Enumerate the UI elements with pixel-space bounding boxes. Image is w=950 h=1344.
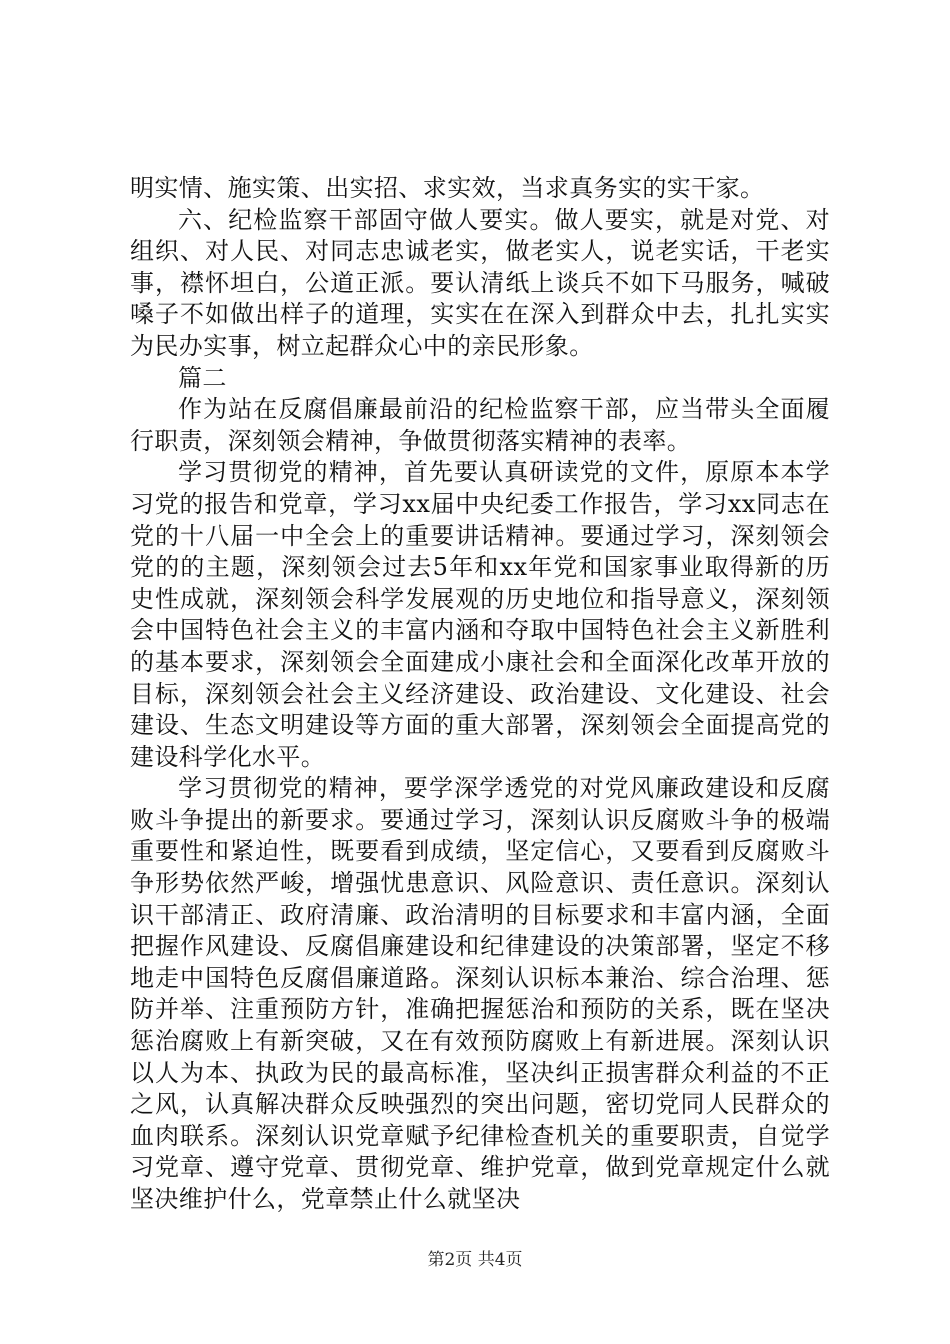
paragraph-continuation: 明实情、施实策、出实招、求实效，当求真务实的实干家。 xyxy=(130,174,765,202)
paragraph-section-six: 六、纪检监察干部固守做人要实。做人要实，就是对党、对组织、对人民、对同志忠诚老实，做老实人，说老实话，干老实事，襟怀坦白，公道正派。要认清纸上谈兵不如下马服务，喊破嗓子不如做出样子的道理，实实在在深入到群众中去，扎扎实实为民办实事，树立起群众心中的亲民形象。 xyxy=(130,205,830,360)
document-body xyxy=(130,173,830,1216)
paragraph-intro: 作为站在反腐倡廉最前沿的纪检监察干部，应当带头全面履行职责，深刻领会精神，争做贯彻落实精神的表率。 xyxy=(130,395,830,455)
section-heading-part-two: 篇二 xyxy=(178,363,227,392)
paragraph-anti-corruption: 学习贯彻党的精神，要学深学透党的对党风廉政建设和反腐败斗争提出的新要求。要通过学习，深刻认识反腐败斗争的极端重要性和紧迫性，既要看到成绩，坚定信心，又要看到反腐败斗争形势依然严峻，增强忧患意识、风险意识、责任意识。深刻认识干部清正、政府清廉、政治清明的目标要求和丰富内涵，全面把握作风建设、反腐倡廉建设和纪律建设的决策部署，坚定不移地走中国特色反腐倡廉道路。深刻认识标本兼治、综合治理、惩防并举、注重预防方针，准确把握惩治和预防的关系，既在坚决惩治腐败上有新突破，又在有效预防腐败上有新进展。深刻认识以人为本、执政为民的最高标准，坚决纠正损害群众利益的不正之风，认真解决群众反映强烈的突出问题，密切党同人民群众的血肉联系。深刻认识党章赋予纪律检查机关的重要职责，自觉学习党章、遵守党章、贯彻党章、维护党章，做到党章规定什么就坚决维护什么，党章禁止什么就坚决 xyxy=(130,774,830,1213)
paragraph-study-documents: 学习贯彻党的精神，首先要认真研读党的文件，原原本本学习党的报告和党章，学习xx届中央纪委工作报告，学习xx同志在党的十八届一中全会上的重要讲话精神。要通过学习，深刻领会党的的主题，深刻领会过去5年和xx年党和国家事业取得新的历史性成就，深刻领会科学发展观的历史地位和指导意义，深刻领会中国特色社会主义的丰富内涵和夺取中国特色社会主义新胜利的基本要求，深刻领会全面建成小康社会和全面深化改革开放的目标，深刻领会社会主义经济建设、政治建设、文化建设、社会建设、生态文明建设等方面的重大部署，深刻领会全面提高党的建设科学化水平。 xyxy=(130,458,830,771)
page-number-footer: 第2页 共4页 xyxy=(427,1250,523,1270)
